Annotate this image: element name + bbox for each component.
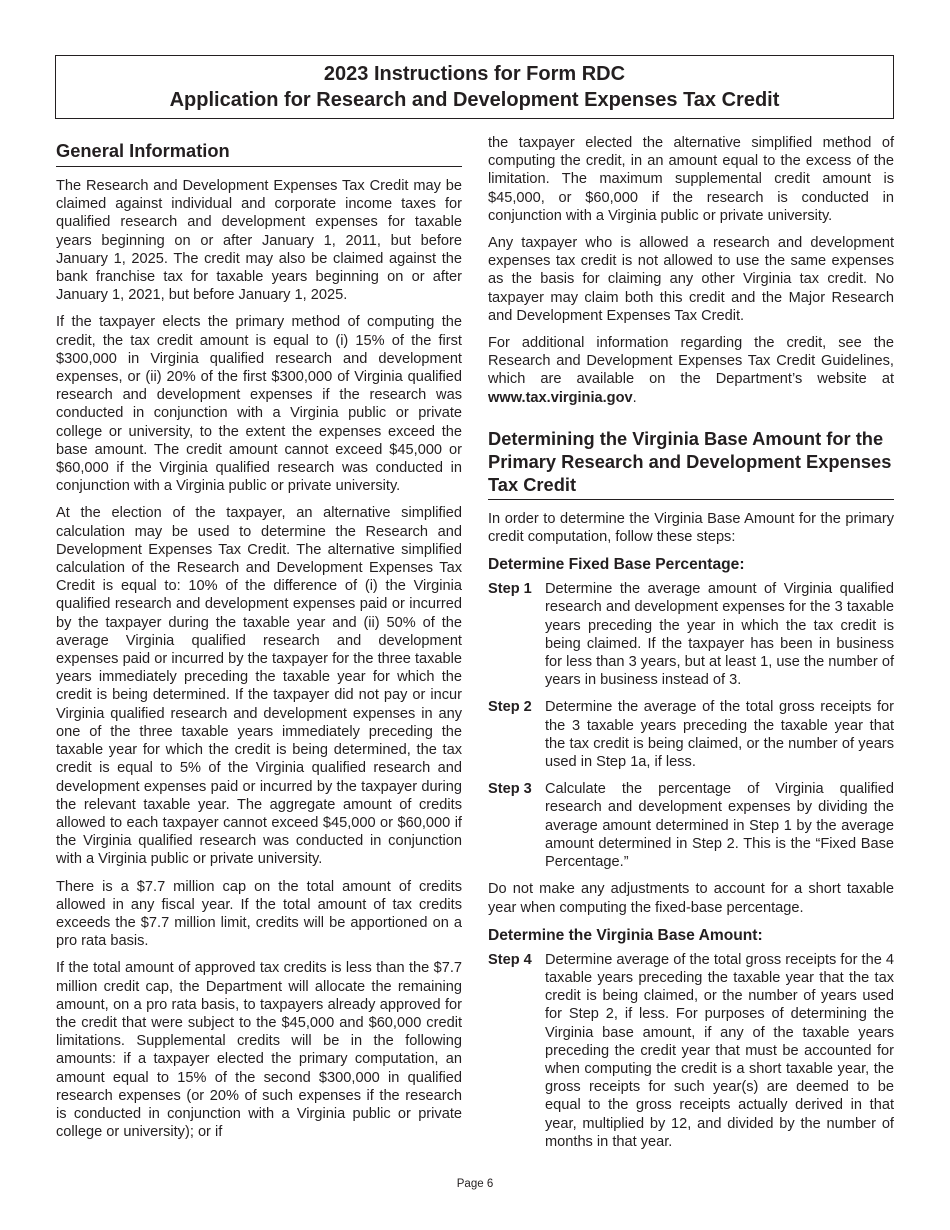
- paragraph: Do not make any adjustments to account for a short taxable year when computing the fixed-base percentage.: [488, 881, 894, 916]
- step-text: Determine the average of the total gross receipts for the 3 taxable years preceding the taxable year that the tax credit is being claimed, or the number of years used in Step 1a, if less.: [545, 699, 894, 771]
- subheading-va-base: Determine the Virginia Base Amount:: [488, 926, 763, 944]
- step-item: [488, 698, 894, 771]
- step-label: Step 4: [488, 951, 532, 968]
- step-text: Determine average of the total gross receipts for the 4 taxable years preceding the taxable year that the tax credit is being claimed, or the number of years used for Step 2, if less. For purposes of determining the Virginia base amount, if any of the taxable years preceding the credit year that must be accounted for when computing the credit is a short taxable year, the gross receipts for such year(s) are deemed to be equal to the gross receipts actually derived in that year, multiplied by 12, and divided by the number of months in that year.: [545, 951, 894, 1150]
- paragraph-additional-info: [488, 334, 894, 407]
- step-text: Determine the average amount of Virginia qualified research and development expenses for the 3 taxable years preceding the year in which the tax credit is being claimed. If the taxpayer has been in business for less than 3 years, but at least 1, use the number of years in business instead of 3.: [545, 581, 894, 689]
- step-item: [488, 951, 894, 1151]
- paragraph: The Research and Development Expenses Tax Credit may be claimed against individual and corporate income taxes for qualified research and development expenses for taxable years beginning on or after January 1, 2011, but before January 1, 2025. The credit may also be claimed against the bank franchise tax for taxable years beginning on or after January 1, 2021, but before January 1, 2025.: [56, 178, 462, 304]
- website-link[interactable]: www.tax.virginia.gov: [488, 389, 633, 406]
- paragraph: Any taxpayer who is allowed a research and development expenses tax credit is not allowed to use the same expenses as the basis for claiming any other Virginia tax credit. No taxpayer may claim both this credit and the Major Research and Development Expenses Tax Credit.: [488, 235, 894, 324]
- paragraph: If the total amount of approved tax credits is less than the $7.7 million credit cap, the Department will allocate the remaining amount, on a pro rata basis, to taxpayers already approved for the credit that were subject to the $45,000 and $60,000 credit limitations. Supplemental credits will be in the following amounts: if a taxpayer elected the primary computation, an amount equal to 15% of the second $300,000 in qualified research expenses (or 20% of such expenses if the research is conducted in conjunction with a Virginia public or private college or university); or if: [56, 960, 462, 1141]
- paragraph: There is a $7.7 million cap on the total amount of credits allowed in any fiscal year. If the total amount of tax credits exceeds the $7.7 million limit, credits will be apportioned on a pro rata basis.: [56, 878, 462, 950]
- paragraph: If the taxpayer elects the primary method of computing the credit, the tax credit amount is equal to (i) 15% of the first $300,000 in Virginia qualified research and development expenses, or (ii) 20% of the first $300,000 of Virginia qualified research and development expenses if the research was conducted in conjunction with a Virginia public or private college or university, to the extent the expenses exceed the base amount. The credit amount cannot exceed $45,000 or $60,000 if the Virginia qualified research was conducted in conjunction with a Virginia public or private university.: [56, 314, 462, 495]
- page-number: Page 6: [456, 1178, 494, 1190]
- step-label: Step 2: [488, 699, 532, 716]
- section-heading-base-amount: Determining the Virginia Base Amount for the Primary Research and Development Expenses Tax Credit: [488, 427, 894, 500]
- step-label: Step 1: [488, 581, 532, 598]
- right-column: [488, 134, 894, 1160]
- step-item: [488, 580, 894, 689]
- paragraph: In order to determine the Virginia Base Amount for the primary credit computation, follow these steps:: [488, 510, 894, 546]
- paragraph: At the election of the taxpayer, an alternative simplified calculation may be used to determine the Research and Development Expenses Tax Credit. The alternative simplified calculation of the Research and Development Expenses Tax Credit is equal to: 10% of the difference of (i) the Virginia qualified research and development expenses paid or incurred by the taxpayer during the taxable year and (ii) 50% of the average Virginia qualified research and development expenses paid or incurred by the taxpayer for the three taxable years immediately preceding the taxable year for which the credit is being determined. If the taxpayer did not pay or incur Virginia qualified research and development expenses in any one of the three taxable years immediately preceding the taxable year for which the credit is being determined, the tax credit is equal to 5% of the Virginia qualified research and development expenses paid or incurred by the taxpayer during the relevant taxable year. The aggregate amount of credits allowed to each taxpayer cannot exceed $45,000 or $60,000 if the Virginia qualified research was conducted in conjunction with a Virginia public or private university.: [56, 505, 462, 868]
- document-title: 2023 Instructions for Form RDC: [323, 63, 626, 85]
- document-title-box: [55, 55, 894, 119]
- paragraph: the taxpayer elected the alternative simplified method of computing the credit, in an amount equal to the excess of the limitation. The maximum supplemental credit amount is $45,000, or $60,000 if the research is conducted in conjunction with a Virginia public or private university.: [488, 135, 894, 224]
- left-column: [56, 136, 462, 1150]
- period: .: [632, 389, 637, 406]
- subheading-fixed-base: Determine Fixed Base Percentage:: [488, 556, 745, 574]
- document-subtitle: Application for Research and Development Expenses Tax Credit: [169, 89, 780, 111]
- additional-info-text: For additional information regarding the credit, see the Research and Development Expenses Tax Credit Guidelines, which are available on the Department’s website at: [488, 335, 894, 388]
- step-text: Calculate the percentage of Virginia qualified research and development expenses by dividing the average amount determined in Step 1 by the average amount determined in Step 2. This is the “Fixed Base Percentage.”: [545, 781, 894, 871]
- section-heading-general-information: General Information: [56, 139, 462, 167]
- step-label: Step 3: [488, 781, 532, 798]
- step-item: [488, 780, 894, 871]
